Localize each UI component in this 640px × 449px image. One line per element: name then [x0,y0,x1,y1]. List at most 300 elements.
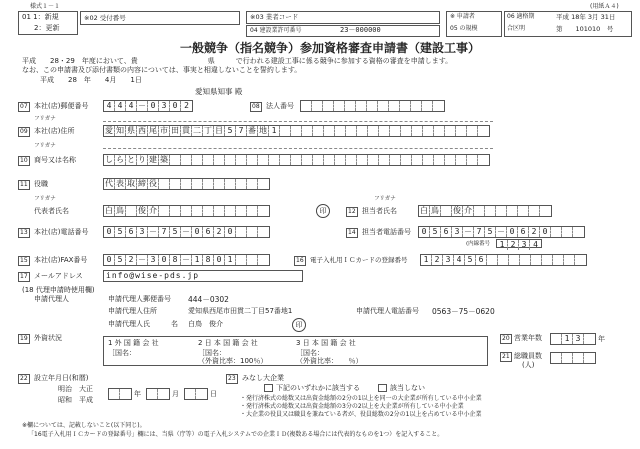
char-cell[interactable]: り [138,155,146,164]
char-cell[interactable]: 0 [214,255,225,265]
char-cell[interactable] [434,126,445,136]
footer-note-1: ※欄については、記載しないこと(以下同じ)。 [22,422,146,429]
fax-label: 本社(店)FAX番号 [34,256,88,264]
char-cell[interactable]: 6 [126,227,137,237]
char-cell[interactable]: － [182,255,190,264]
char-cell[interactable] [368,155,379,165]
era-row-2[interactable]: 昭和 平成 [58,396,93,404]
foreign-country-1: ［国名： [108,349,136,357]
char-cell[interactable]: 6 [476,255,487,265]
char-cell[interactable]: 締 [138,179,146,188]
char-cell[interactable] [467,126,478,136]
char-cell[interactable] [313,126,324,136]
char-cell[interactable] [236,206,247,216]
char-cell[interactable]: 6 [441,227,452,237]
char-cell[interactable] [542,255,553,265]
char-cell[interactable] [357,155,368,165]
address-label: 本社(店)住所 [34,127,75,135]
char-cell[interactable]: 6 [518,227,529,237]
business-code-label: ※03 業者コード [250,13,299,21]
char-cell[interactable] [456,126,467,136]
month-unit: 月 [172,390,179,398]
foreign-option-2[interactable]: 2 日 本 国 籍 会 社 [198,339,258,347]
char-cell[interactable] [109,389,120,399]
char-cell[interactable]: 目 [215,126,223,135]
char-cell[interactable]: 2 [214,227,225,237]
char-cell[interactable]: 俊 [453,206,461,215]
char-cell[interactable]: 介 [149,206,157,215]
char-cell[interactable] [192,206,203,216]
foreign-ratio-3: （外資比率： ％） [296,357,363,365]
founded-day[interactable] [184,388,208,400]
char-cell[interactable] [302,155,313,165]
char-cell[interactable]: 3 [159,101,170,111]
num-22: 22 [20,375,28,382]
char-cell[interactable]: 2 [508,240,519,250]
char-cell[interactable] [357,126,368,136]
char-cell[interactable]: 3 [573,334,584,344]
char-cell[interactable] [573,227,584,237]
char-cell[interactable] [584,353,595,363]
char-cell[interactable]: 地 [259,126,267,135]
char-cell[interactable] [236,155,247,165]
char-cell[interactable]: 介 [464,206,472,215]
char-cell[interactable] [269,155,280,165]
char-cell[interactable] [258,227,269,237]
num-12: 12 [348,208,356,215]
paper-size: (用紙Ａ４) [590,3,619,10]
corp-no-label: 法人番号 [266,102,294,110]
char-cell[interactable]: 4 [454,255,465,265]
char-cell[interactable] [412,126,423,136]
char-cell[interactable] [225,179,236,189]
phone-field[interactable] [103,226,270,238]
char-cell[interactable] [378,101,389,111]
char-cell[interactable] [562,353,573,363]
form-number: 様式１－１ [30,3,61,10]
char-cell[interactable] [423,126,434,136]
num-23: 23 [228,375,236,382]
foreign-country-2: ［国名： [198,349,226,357]
char-cell[interactable] [551,334,562,344]
char-cell[interactable] [520,255,531,265]
staff-field[interactable] [550,352,596,364]
char-cell[interactable] [562,227,573,237]
agent-tel-label: 申請代理人電話番号 [356,307,419,315]
char-cell[interactable] [487,255,498,265]
char-cell[interactable]: 2 [529,227,540,237]
char-cell[interactable]: － [497,227,505,236]
char-cell[interactable]: 0 [540,227,551,237]
char-cell[interactable]: 4 [533,240,538,249]
furigana-rep: フリガナ [34,196,56,202]
char-cell[interactable]: 3 [137,227,148,237]
char-cell[interactable] [478,155,489,165]
char-cell[interactable] [258,206,269,216]
char-cell[interactable]: 愛 [105,126,113,135]
company-field[interactable] [103,154,490,166]
char-cell[interactable] [236,179,247,189]
char-cell[interactable] [302,126,313,136]
num-20: 20 [502,335,510,342]
char-cell[interactable] [225,155,236,165]
char-cell[interactable] [553,255,564,265]
char-cell[interactable] [496,206,507,216]
char-cell[interactable]: 0 [507,227,518,237]
email-label: メールアドレス [34,272,83,280]
num-17: 17 [20,273,28,280]
char-cell[interactable] [192,155,203,165]
char-cell[interactable] [291,155,302,165]
char-cell[interactable]: 2 [126,255,137,265]
char-cell[interactable]: 0 [170,101,181,111]
char-cell[interactable]: 7 [474,227,485,237]
applicant-label: ※ 申請者 [450,13,475,20]
char-cell[interactable]: 俊 [138,206,146,215]
char-cell[interactable] [367,101,378,111]
char-cell[interactable] [498,255,509,265]
char-cell[interactable]: 鳥 [431,206,439,215]
char-cell[interactable] [551,353,562,363]
char-cell[interactable] [291,126,302,136]
char-cell[interactable] [423,155,434,165]
char-cell[interactable]: 3 [519,240,530,250]
char-cell[interactable]: 1 [497,240,508,250]
num-07: 07 [20,103,28,110]
char-cell[interactable]: 尾 [149,126,157,135]
char-cell[interactable] [247,155,258,165]
char-cell[interactable] [507,206,518,216]
char-cell[interactable]: 5 [225,126,236,136]
char-cell[interactable]: 5 [430,227,441,237]
qualify-date-label: 06 適格期 [507,13,535,20]
char-cell[interactable]: 代 [105,179,113,188]
char-cell[interactable]: 鳥 [116,206,124,215]
char-cell[interactable] [196,389,207,399]
char-cell[interactable]: 知 [116,126,124,135]
char-cell[interactable]: し [105,155,113,164]
char-cell[interactable] [280,126,291,136]
char-cell[interactable]: － [138,255,146,264]
contact-name-label: 担当者氏名 [362,207,397,215]
char-cell[interactable]: 4 [126,101,137,111]
char-cell[interactable] [529,206,540,216]
char-cell[interactable]: 5 [115,227,126,237]
char-cell[interactable] [280,155,291,165]
char-cell[interactable] [120,389,131,399]
char-cell[interactable]: 0 [225,227,236,237]
char-cell[interactable]: 7 [236,126,247,136]
char-cell[interactable] [346,155,357,165]
note-2: ・発行済株式の総数又は出資金総額の3分の2以上を大企業が所有している中小企業 [240,403,464,410]
update-option[interactable]: 2：更新 [34,24,60,32]
char-cell[interactable] [575,255,586,265]
char-cell[interactable]: 3 [452,227,463,237]
char-cell[interactable] [531,255,542,265]
char-cell[interactable] [301,101,312,111]
char-cell[interactable] [258,179,269,189]
agent-tel: 0563－75－0620 [432,307,495,316]
rep-seal: 印 [316,204,330,218]
char-cell[interactable]: 0 [148,101,159,111]
large-corp-label: みなし大企業 [242,374,284,382]
char-cell[interactable] [159,179,170,189]
num-15: 15 [20,257,28,264]
char-cell[interactable]: － [149,227,157,236]
char-cell[interactable]: 8 [203,255,214,265]
char-cell[interactable] [400,101,411,111]
char-cell[interactable]: 西 [138,126,146,135]
char-cell[interactable]: 5 [170,227,181,237]
char-cell[interactable] [236,227,247,237]
char-cell[interactable]: － [182,227,190,236]
char-cell[interactable]: 県 [127,126,135,135]
char-cell[interactable]: 6 [203,227,214,237]
char-cell[interactable] [411,101,422,111]
char-cell[interactable]: － [464,227,472,236]
new-option[interactable]: 01 1：新規 [22,13,59,21]
fax-field[interactable] [103,254,270,266]
ic-field[interactable] [420,254,587,266]
char-cell[interactable]: 5 [115,255,126,265]
char-cell[interactable]: 3 [148,255,159,265]
char-cell[interactable] [247,179,258,189]
char-cell[interactable] [345,101,356,111]
char-cell[interactable]: 取 [127,179,135,188]
year-unit: 年 [134,390,141,398]
char-cell[interactable] [334,101,345,111]
char-cell[interactable] [258,155,269,165]
char-cell[interactable] [368,126,379,136]
char-cell[interactable]: と [127,155,135,164]
contact-name-field[interactable] [418,205,552,217]
addressee: 愛知県知事 殿 [195,87,243,96]
char-cell[interactable] [412,155,423,165]
address-field[interactable] [103,125,490,137]
checkbox-applies[interactable] [264,384,273,392]
char-cell[interactable] [214,179,225,189]
char-cell[interactable] [192,179,203,189]
char-cell[interactable] [509,255,520,265]
agent-address-label: 申請代理人住所 [108,307,157,315]
note-1: ・発行済株式の総数又は出資金総額の2分の1以上を同一の大企業が所有している中小企業 [240,395,482,402]
char-cell[interactable] [181,179,192,189]
char-cell[interactable]: 表 [116,179,124,188]
char-cell[interactable] [445,155,456,165]
ext-label: (内線番号 [466,241,491,247]
char-cell[interactable] [324,155,335,165]
char-cell[interactable] [379,126,390,136]
founded-year[interactable] [108,388,132,400]
char-cell[interactable] [203,155,214,165]
permit-no-label: 04 建設業許可番号 [250,27,302,34]
char-cell[interactable]: ら [116,155,124,164]
char-cell[interactable] [478,126,489,136]
corp-no-field[interactable] [300,100,445,112]
char-cell[interactable]: 5 [465,255,476,265]
foreign-ratio-2: （外資比率：100％） [198,357,268,365]
char-cell[interactable]: 市 [160,126,168,135]
char-cell[interactable] [335,126,346,136]
char-cell[interactable] [422,101,433,111]
agent-seal: 印 [292,318,306,332]
char-cell[interactable] [335,155,346,165]
char-cell[interactable]: 丁 [204,126,212,135]
char-cell[interactable] [540,206,551,216]
char-cell[interactable] [185,389,196,399]
option-not-applies: 該当しない [390,384,425,392]
char-cell[interactable]: 3 [443,255,454,265]
char-cell[interactable]: 8 [170,255,181,265]
char-cell[interactable]: 5 [485,227,496,237]
char-cell[interactable] [401,126,412,136]
pass-label: 合区明 [507,25,526,32]
ic-label: 電子入札用ＩＣカードの登録番号 [310,256,408,264]
char-cell[interactable] [584,334,595,344]
char-cell[interactable] [126,206,137,216]
char-cell[interactable]: 4 [115,101,126,111]
agent-name-label: 申請代理人氏 名 [108,320,178,328]
char-cell[interactable] [170,155,181,165]
rep-name-label: 代表者氏名 [34,207,69,215]
application-date: 平成 28 年 4月 1日 [40,76,142,84]
founded-month[interactable] [146,388,170,400]
char-cell[interactable] [313,155,324,165]
position-field[interactable] [103,178,270,190]
num-13: 13 [20,229,28,236]
years-field[interactable] [550,333,596,345]
char-cell[interactable] [485,206,496,216]
contact-phone-field[interactable] [418,226,585,238]
char-cell[interactable]: 二 [193,126,201,135]
char-cell[interactable]: 築 [160,155,168,164]
num-14: 14 [348,229,356,236]
day-unit: 日 [210,390,217,398]
char-cell[interactable] [203,179,214,189]
char-cell[interactable] [346,126,357,136]
char-cell[interactable] [390,126,401,136]
furigana-09: フリガナ [34,116,56,122]
char-cell[interactable]: 7 [159,227,170,237]
char-cell[interactable]: 建 [149,155,157,164]
char-cell[interactable]: 1 [225,255,236,265]
char-cell[interactable]: 白 [420,206,428,215]
char-cell[interactable] [170,179,181,189]
furigana-10: フリガナ [34,143,56,149]
char-cell[interactable] [170,206,181,216]
char-cell[interactable] [225,206,236,216]
char-cell[interactable] [474,206,485,216]
era-row-1[interactable]: 明治 大正 [58,385,93,393]
char-cell[interactable] [247,206,258,216]
char-cell[interactable] [258,255,269,265]
checkbox-not-applies[interactable] [378,384,387,392]
char-cell[interactable]: 0 [104,255,115,265]
char-cell[interactable]: 1 [192,255,203,265]
char-cell[interactable] [147,389,158,399]
ext-field[interactable] [496,239,542,248]
char-cell[interactable] [159,206,170,216]
foreign-option-1[interactable]: 1 外 国 籍 会 社 [108,339,159,347]
char-cell[interactable]: 4 [104,101,115,111]
char-cell[interactable] [324,126,335,136]
char-cell[interactable] [203,206,214,216]
char-cell[interactable] [390,155,401,165]
rules-label: 05 の規模 [450,25,478,32]
char-cell[interactable] [401,155,412,165]
char-cell[interactable]: 2 [432,255,443,265]
char-cell[interactable] [214,155,225,165]
char-cell[interactable] [247,227,258,237]
char-cell[interactable] [441,206,452,216]
char-cell[interactable]: 貫 [182,126,190,135]
char-cell[interactable] [181,206,192,216]
char-cell[interactable]: 0 [419,227,430,237]
char-cell[interactable]: 2 [184,101,189,110]
char-cell[interactable]: 0 [159,255,170,265]
agent-postal-label: 申請代理人郵便番号 [108,295,171,303]
char-cell[interactable] [236,255,247,265]
num-21: 21 [502,353,510,360]
agent-section-label: (18 代理申請時使用欄) [22,286,95,294]
char-cell[interactable] [445,126,456,136]
char-cell[interactable]: 田 [171,126,179,135]
company-label: 商号又は名称 [34,156,76,164]
num-10: 10 [20,157,28,164]
char-cell[interactable] [573,353,584,363]
char-cell[interactable]: 番 [248,126,256,135]
char-cell[interactable] [158,389,169,399]
furigana-line-10 [103,148,493,149]
char-cell[interactable] [379,155,390,165]
char-cell[interactable] [247,255,258,265]
char-cell[interactable]: 白 [105,206,113,215]
char-cell[interactable] [433,101,444,111]
char-cell[interactable]: － [138,101,146,110]
char-cell[interactable]: 1 [269,126,280,136]
intro-line2: なお、この申請書及び添付書類の内容については、事実と相違しないことを誓約します。 [22,66,302,74]
char-cell[interactable]: 1 [562,334,573,344]
char-cell[interactable] [467,155,478,165]
foreign-option-3[interactable]: 3 日 本 国 籍 会 社 [296,339,356,347]
char-cell[interactable] [312,101,323,111]
char-cell[interactable] [389,101,400,111]
char-cell[interactable] [181,155,192,165]
rep-name-field[interactable] [103,205,270,217]
staff-unit: (人) [522,361,535,369]
years-label: 営業年数 [514,334,542,342]
char-cell[interactable] [564,255,575,265]
position-label: 役職 [34,180,48,188]
char-cell[interactable] [214,206,225,216]
char-cell[interactable] [323,101,334,111]
receipt-no-label: ※02 受付番号 [84,14,126,22]
char-cell[interactable] [518,206,529,216]
char-cell[interactable] [434,155,445,165]
char-cell[interactable]: 0 [104,227,115,237]
years-unit: 年 [598,335,605,343]
founded-label: 設立年月日(和暦) [34,374,89,382]
postal-field[interactable] [103,100,193,112]
char-cell[interactable]: 役 [149,179,157,188]
num-11: 11 [20,181,28,188]
char-cell[interactable] [551,227,562,237]
char-cell[interactable] [356,101,367,111]
char-cell[interactable] [456,155,467,165]
char-cell[interactable]: 0 [192,227,203,237]
char-cell[interactable]: 1 [421,255,432,265]
foreign-country-3: ［国名： [296,349,324,357]
